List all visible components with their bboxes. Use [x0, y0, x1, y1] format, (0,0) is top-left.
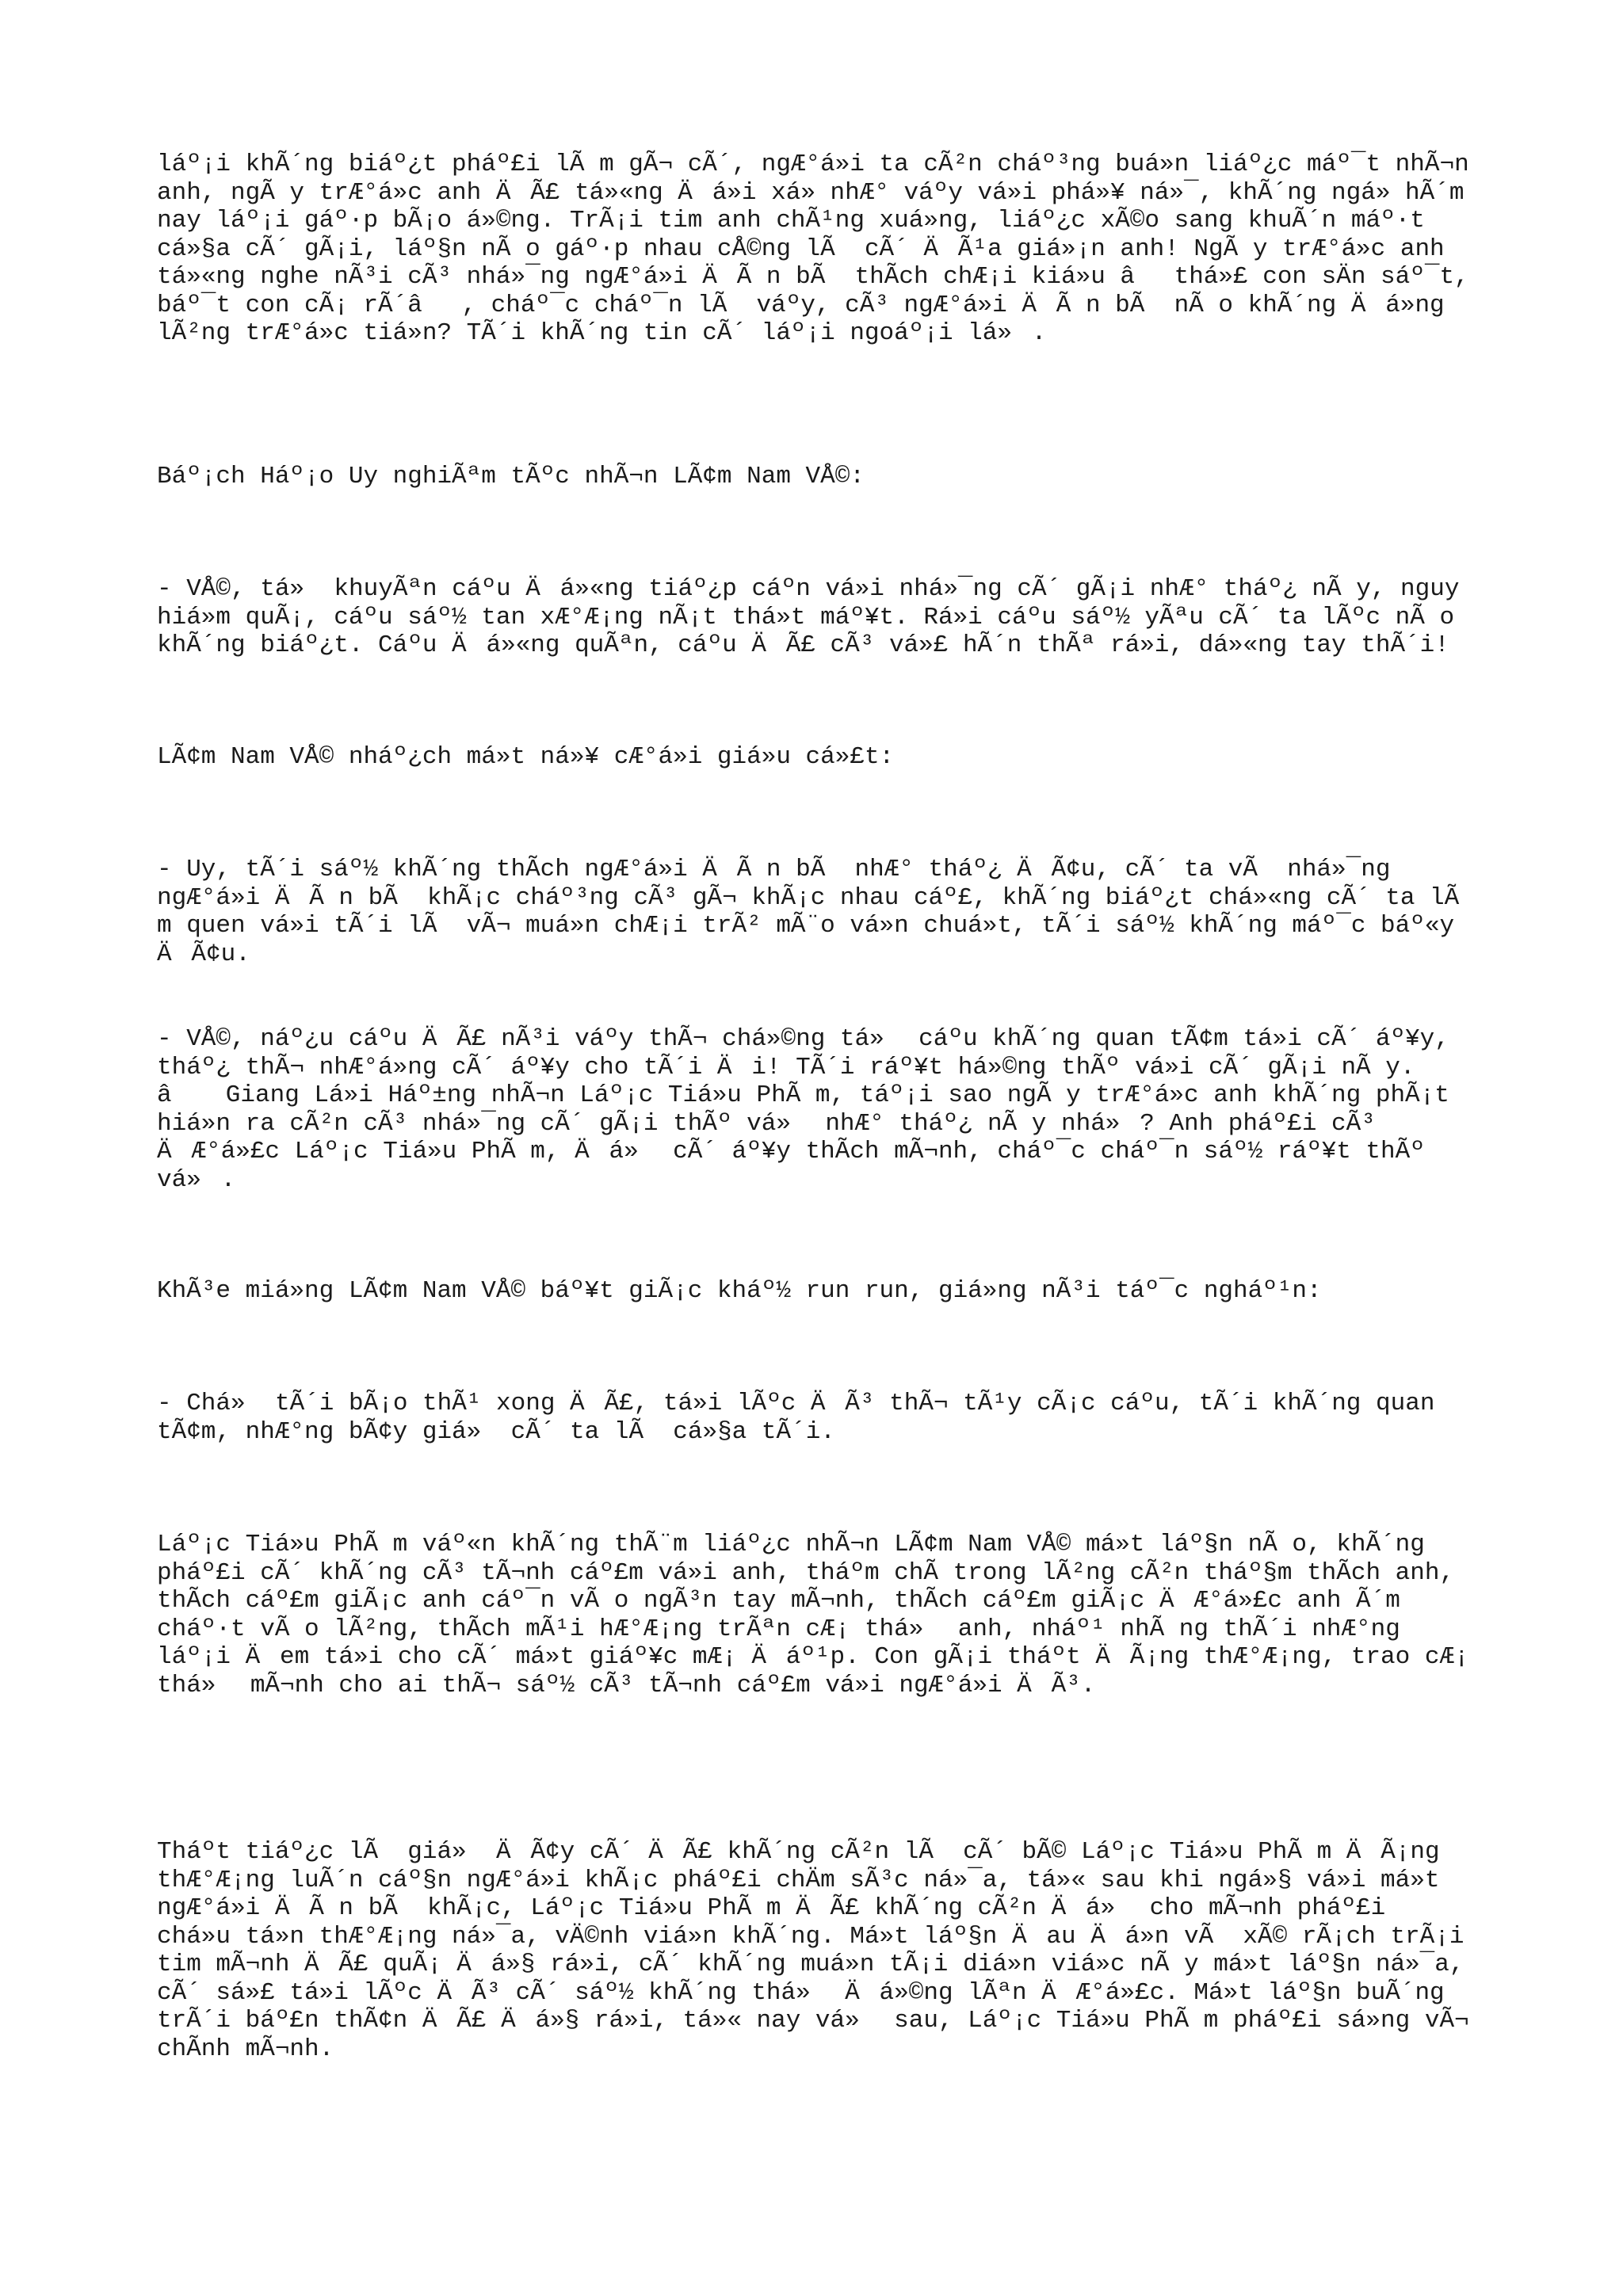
paragraph-6: - VÅ©, náº¿u cáºu ÄÃ£ nÃ³i váºy thÃ¬ chá»©ng tá» cáºu khÃ´ng quan tÃ¢m tá»i cÃ´ áº¥y, tháº¿ thÃ¬ nhÆ°á»ng cÃ´ áº¥y cho tÃ´i Äi! TÃ´i ráº¥t há»©ng thÃº vá»i cÃ´ gÃ¡i nÃ y. â Giang Lá»i Háº±ng nhÃ¬n Láº¡c Tiá»u PhÃ m, táº¡i sao ngÃ y trÆ°á»c anh khÃ´ng phÃ¡t hiá»n ra cÃ²n cÃ³ nhá»¯ng cÃ´ gÃ¡i thÃº vá» nhÆ° tháº¿ nÃ y nhá»? Anh pháº£i cÃ³ ÄÆ°á»£c Láº¡c Tiá»u PhÃ m, Äá» cÃ´ áº¥y thÃch mÃ¬nh, cháº¯c cháº¯n sáº½ ráº¥t thÃº vá».	[157, 1025, 1465, 1194]
paragraph-4: LÃ¢m Nam VÅ© nháº¿ch má»t ná»¥ cÆ°á»i giá»u cá»£t:	[157, 743, 895, 771]
paragraph-5: - Uy, tÃ´i sáº½ khÃ´ng thÃch ngÆ°á»i ÄÃ n bÃ nhÆ° tháº¿ ÄÃ¢u, cÃ´ ta vÃ nhá»¯ng ngÆ°á»i ÄÃ n bÃ khÃ¡c cháº³ng cÃ³ gÃ¬ khÃ¡c nhau cáº£, khÃ´ng biáº¿t chá»«ng cÃ´ ta lÃ m quen vá»i tÃ´i lÃ vÃ¬ muá»n chÆ¡i trÃ² mÃ¨o vá»n chuá»t, tÃ´i sáº½ khÃ´ng máº¯c báº«y ÄÃ¢u.	[157, 856, 1474, 968]
paragraph-8: - Chá» tÃ´i bÃ¡o thÃ¹ xong ÄÃ£, tá»i lÃºc ÄÃ³ thÃ¬ tÃ¹y cÃ¡c cáºu, tÃ´i khÃ´ng quan tÃ¢m, nhÆ°ng bÃ¢y giá» cÃ´ ta lÃ cá»§a tÃ´i.	[157, 1390, 1450, 1446]
paragraph-9: Láº¡c Tiá»u PhÃ m váº«n khÃ´ng thÃ¨m liáº¿c nhÃ¬n LÃ¢m Nam VÅ© má»t láº§n nÃ o, khÃ´ng pháº£i cÃ´ khÃ´ng cÃ³ tÃ¬nh cáº£m vá»i anh, tháºm chÃ trong lÃ²ng cÃ²n tháº§m thÃch anh, thÃch cáº£m giÃ¡c anh cáº¯n vÃ o ngÃ³n tay mÃ¬nh, thÃch cáº£m giÃ¡c ÄÆ°á»£c anh Ã´m cháº·t vÃ o lÃ²ng, thÃch mÃ¹i hÆ°Æ¡ng trÃªn cÆ¡ thá» anh, nháº¹ nhÃ ng thÃ´i nhÆ°ng láº¡i Äem tá»i cho cÃ´ má»t giáº¥c mÆ¡ Äáº¹p. Con gÃ¡i tháºt ÄÃ¡ng thÆ°Æ¡ng, trao cÆ¡ thá» mÃ¬nh cho ai thÃ¬ sáº½ cÃ³ tÃ¬nh cáº£m vá»i ngÆ°á»i ÄÃ³.	[157, 1531, 1484, 1699]
paragraph-2: Báº¡ch Háº¡o Uy nghiÃªm tÃºc nhÃ¬n LÃ¢m Nam VÅ©:	[157, 463, 865, 490]
paragraph-7: KhÃ³e miá»ng LÃ¢m Nam VÅ© báº¥t giÃ¡c kháº½ run run, giá»ng nÃ³i táº¯c ngháº¹n:	[157, 1277, 1322, 1305]
paragraph-1: láº¡i khÃ´ng biáº¿t pháº£i lÃ m gÃ¬ cÃ´, ngÆ°á»i ta cÃ²n cháº³ng buá»n liáº¿c máº¯t nhÃ¬n anh, ngÃ y trÆ°á»c anh ÄÃ£ tá»«ng Äá»i xá» nhÆ° váºy vá»i phá»¥ ná»¯, khÃ´ng ngá» hÃ´m nay láº¡i gáº·p bÃ¡o á»©ng. TrÃ¡i tim anh chÃ¹ng xuá»ng, liáº¿c xÃ©o sang khuÃ´n máº·t cá»§a cÃ´ gÃ¡i, láº§n nÃ o gáº·p nhau cÅ©ng lÃ cÃ´ ÄÃ¹a giá»¡n anh! NgÃ y trÆ°á»c anh tá»«ng nghe nÃ³i cÃ³ nhá»¯ng ngÆ°á»i ÄÃ n bÃ thÃch chÆ¡i kiá»u âthá»£ con sÄn sáº¯t, báº¯t con cÃ¡ rÃ´â, cháº¯c cháº¯n lÃ váºy, cÃ³ ngÆ°á»i ÄÃ n bÃ nÃ o khÃ´ng Äá»ng lÃ²ng trÆ°á»c tiá»n? TÃ´i khÃ´ng tin cÃ´ láº¡i ngoáº¡i lá».	[157, 151, 1484, 347]
paragraph-10: Tháºt tiáº¿c lÃ giá» ÄÃ¢y cÃ´ ÄÃ£ khÃ´ng cÃ²n lÃ cÃ´ bÃ© Láº¡c Tiá»u PhÃ m ÄÃ¡ng thÆ°Æ¡ng luÃ´n cáº§n ngÆ°á»i khÃ¡c pháº£i chÄm sÃ³c ná»¯a, tá»« sau khi ngá»§ vá»i má»t ngÆ°á»i ÄÃ n bÃ khÃ¡c, Láº¡c Tiá»u PhÃ m ÄÃ£ khÃ´ng cÃ²n Äá» cho mÃ¬nh pháº£i chá»u tá»n thÆ°Æ¡ng ná»¯a, vÄ©nh viá»n khÃ´ng. Má»t láº§n Äau Äá»n vÃ xÃ© rÃ¡ch trÃ¡i tim mÃ¬nh ÄÃ£ quÃ¡ Äá»§ rá»i, cÃ´ khÃ´ng muá»n tÃ¡i diá»n viá»c nÃ y má»t láº§n ná»¯a, cÃ´ sá»£ tá»i lÃºc ÄÃ³ cÃ´ sáº½ khÃ´ng thá» Äá»©ng lÃªn ÄÆ°á»£c. Má»t láº§n buÃ´ng trÃ´i báº£n thÃ¢n ÄÃ£ Äá»§ rá»i, tá»« nay vá» sau, Láº¡c Tiá»u PhÃ m pháº£i sá»ng vÃ¬ chÃnh mÃ¬nh.	[157, 1838, 1484, 2063]
paragraph-3: - VÅ©, tá» khuyÃªn cáºu Äá»«ng tiáº¿p cáºn vá»i nhá»¯ng cÃ´ gÃ¡i nhÆ° tháº¿ nÃ y, nguy hiá»m quÃ¡, cáºu sáº½ tan xÆ°Æ¡ng nÃ¡t thá»t máº¥t. Rá»i cáºu sáº½ yÃªu cÃ´ ta lÃºc nÃ o khÃ´ng biáº¿t. Cáºu Äá»«ng quÃªn, cáºu ÄÃ£ cÃ³ vá»£ hÃ´n thÃª rá»i, dá»«ng tay thÃ´i!	[157, 575, 1475, 659]
